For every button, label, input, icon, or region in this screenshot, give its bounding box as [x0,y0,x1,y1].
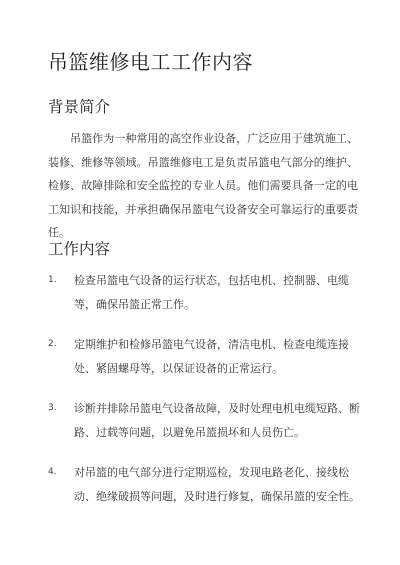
list-item [48,397,360,444]
list-item-text: 定期维护和检修吊篮电气设备，清洁电机、检查电缆连接处、紧固螺母等，以保证设备的正常运行。 [74,338,349,375]
list-item-number: 1. [48,275,57,285]
list-item-text: 检查吊篮电气设备的运行状态，包括电机、控制器、电缆等，确保吊篮正常工作。 [74,274,349,311]
section-heading-background: 背景简介 [48,98,111,116]
list-item-number: 4. [48,467,57,477]
list-item-number: 3. [48,403,57,413]
list-item [48,269,360,316]
list-item-number: 2. [48,339,57,349]
list-item [48,333,360,380]
work-content-list [48,269,360,525]
section-heading-work-content: 工作内容 [48,240,111,258]
document-title: 吊篮维修电工工作内容 [48,50,253,74]
background-paragraph: 吊篮作为一种常用的高空作业设备，广泛应用于建筑施工、装修、维修等领域。吊篮维修电工是负责吊篮电气部分的维护、检修、故障排除和安全监控的专业人员。他们需要具备一定的电工知识和技能，并承担确保吊篮电气设备安全可靠运行的重要责任。 [48,132,358,239]
list-item [48,461,360,508]
list-item-text: 对吊篮的电气部分进行定期巡检，发现电路老化、接线松动、绝缘破损等问题，及时进行修复，确保吊篮的安全性。 [74,466,360,503]
list-item-text: 诊断并排除吊篮电气设备故障，及时处理电机电缆短路、断路、过载等问题，以避免吊篮损坏和人员伤亡。 [74,402,360,439]
